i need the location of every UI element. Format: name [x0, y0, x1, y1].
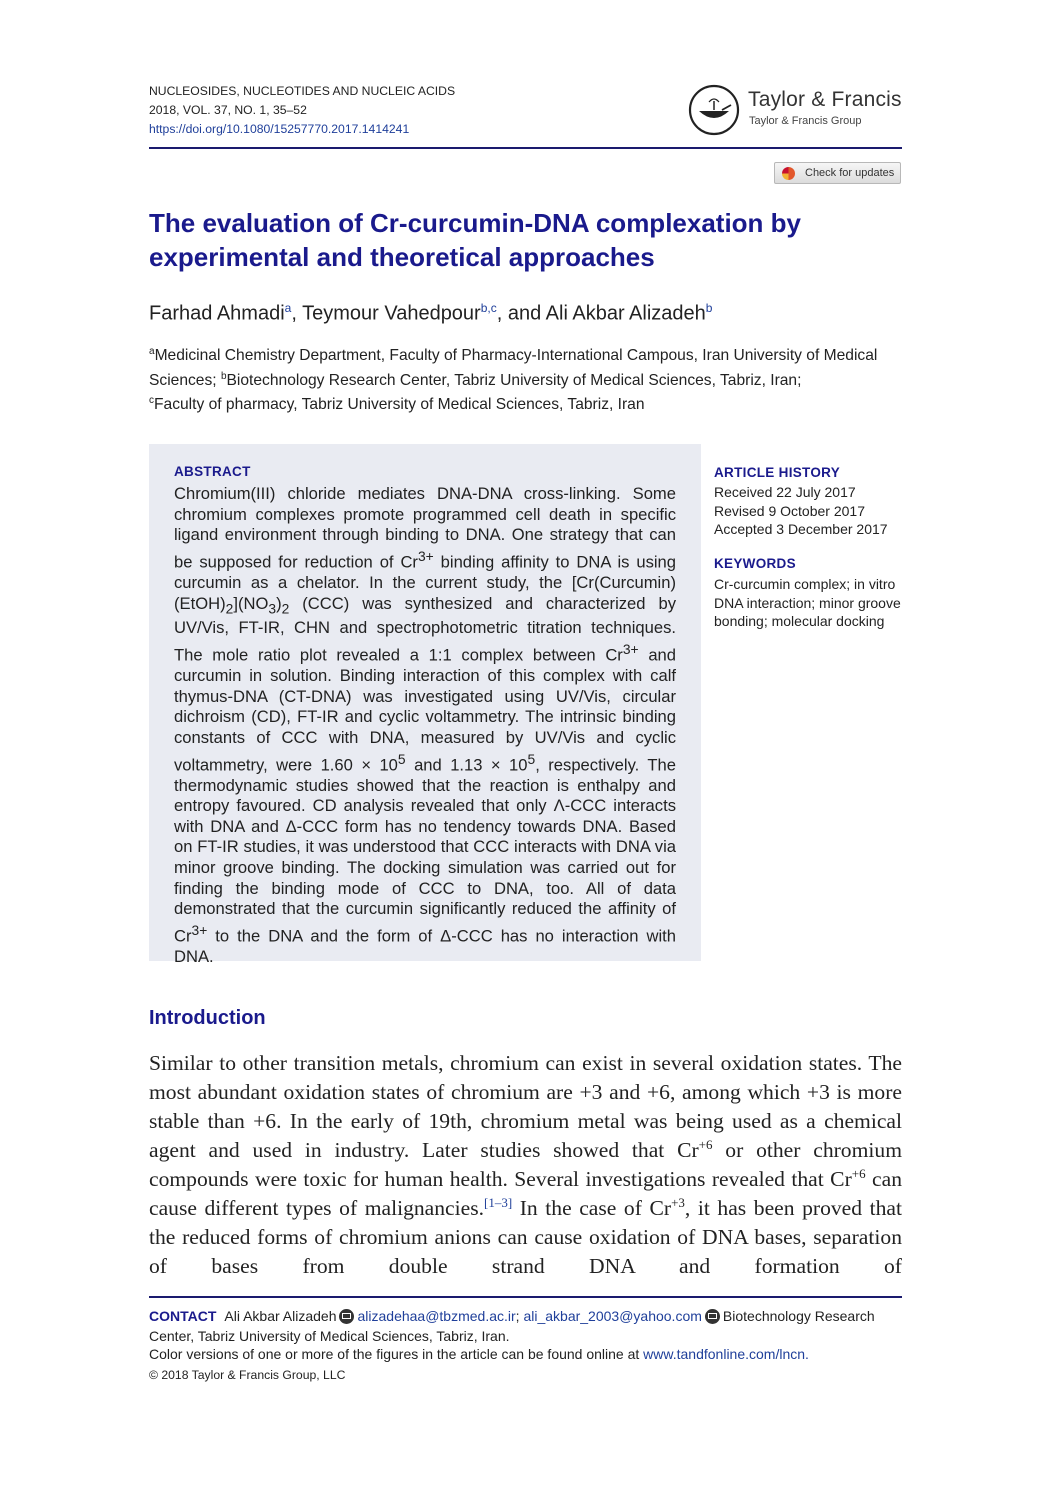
abstract-heading: ABSTRACT	[174, 464, 251, 479]
article-history-heading: ARTICLE HISTORY	[714, 465, 841, 480]
check-for-updates-label: Check for updates	[805, 167, 895, 179]
author-name: Farhad Ahmadi	[149, 302, 285, 325]
doi-link[interactable]: https://doi.org/10.1080/15257770.2017.1414241	[149, 122, 410, 136]
publisher-logo[interactable]	[688, 84, 903, 136]
abstract-text: Chromium(III) chloride mediates DNA-DNA cross-linking. Some chromium complexes promote programmed cell death in specific ligand environment through binding to DNA. One strategy that can be supposed for reduction of $Cr^{3+}$ binding affinity to DNA is using curcumin as a chelator. In the current study, the $[Cr(Curcumin)(EtOH)_2](NO_3)_2$ (CCC) was synthesized and characterized by UV/Vis, FT-IR, CHN and spectrophotometric titration techniques. The mole ratio plot revealed a 1:1 complex between $Cr^{3+}$ and curcumin in solution. Binding interaction of this complex with calf thymus-DNA (CT-DNA) was investigated using UV/Vis, circular dichroism (CD), FT-IR and cyclic voltammetry. The intrinsic binding constants of CCC with DNA, measured by UV/Vis and cyclic voltammetry, were $1.60 \times 10^5$ and $1.13 \times 10^5$, respectively. The thermodynamic studies showed that the reaction is enthalpy and entropy favoured. CD analysis revealed that only Λ-CCC interacts with DNA and Δ-CCC form has no tendency towards DNA. Based on FT-IR studies, it was understood that CCC interacts with DNA via minor groove binding. The docking simulation was carried out for finding the binding mode of CCC to DNA, too. All of data demonstrated that the curcumin significantly reduced the affinity of $Cr^{3+}$ to the DNA and the form of Δ-CCC has no interaction with DNA.	[174, 484, 677, 966]
contact-label: CONTACT	[149, 1308, 217, 1324]
affiliation: Medicinal Chemistry Department, Faculty of Pharmacy-International Campous, Iran University of Medical Sciences;	[149, 347, 878, 389]
journal-website-link[interactable]: www.tandfonline.com/lncn.	[643, 1346, 809, 1362]
author-affiliation-mark[interactable]: a	[284, 301, 292, 315]
received-date: Received 22 July 2017	[714, 484, 856, 500]
journal-header	[149, 82, 455, 139]
citation-link[interactable]: [1–3]	[484, 1194, 513, 1210]
keywords-text: Cr-curcumin complex; in vitro DNA interaction; minor groove bonding; molecular docking	[714, 576, 901, 629]
revised-date: Revised 9 October 2017	[714, 502, 865, 519]
affiliations: $^a$Medicinal Chemistry Department, Faculty of Pharmacy-International Campous, Iran University of Medical Sciences; $^b$Biotechnology Research Center, Tabriz University of Medical Sciences, Tabriz, Iran; $^c$Faculty of pharmacy, Tabriz University of Medical Sciences, Tabriz, Iran	[149, 346, 878, 414]
introduction-heading: Introduction	[149, 1007, 266, 1029]
keywords-heading: KEYWORDS	[714, 556, 796, 571]
publisher-lamp-icon	[688, 84, 740, 136]
introduction-text: Similar to other transition metals, chromium can exist in several oxidation states. The most abundant oxidation states of chromium are +3 and +6, among which +3 is more stable than +6. In the early of 19th, chromium metal was being used as a chemical agent and used in industry. Later studies showed that $Cr^{+6}$ or other chromium compounds were toxic for human health. Several investigations revealed that $Cr^{+6}$ can cause different types of malignancies.[1–3] In the case of $Cr^{+3}$, it has been proved that the reduced forms of chromium anions can cause oxidation of DNA bases, separation of bases from double strand DNA and formation of	[149, 1051, 902, 1278]
address-icon	[705, 1309, 720, 1324]
header-rule	[149, 147, 902, 149]
contact-info: CONTACT Ali Akbar Alizadeh alizadehaa@tbzmed.ac.ir; ali_akbar_2003@yahoo.com Biotechnology Research Center, Tabriz University of Medical Sciences, Tabriz, Iran.	[149, 1308, 875, 1344]
publisher-name: Taylor & Francis	[748, 88, 902, 111]
footer-rule	[149, 1296, 902, 1298]
contact-email-link[interactable]: ali_akbar_2003@yahoo.com	[523, 1308, 702, 1324]
author-list: Farhad Ahmadi$^a$, Teymour Vahedpour$^{b,c}$, and Ali Akbar Alizadeh$^b$	[149, 301, 713, 325]
affiliation: Faculty of pharmacy, Tabriz University of Medical Sciences, Tabriz, Iran	[154, 396, 645, 414]
article-title: The evaluation of Cr-curcumin-DNA complexation by experimental and theoretical approaches	[149, 208, 802, 272]
author-affiliation-mark[interactable]: b	[705, 301, 713, 315]
author-name: Ali Akbar Alizadeh	[545, 302, 706, 325]
color-note: Color versions of one or more of the figures in the article can be found online at www.tandfonline.com/lncn.	[149, 1346, 809, 1362]
journal-volume: 2018, VOL. 37, NO. 1, 35–52	[149, 103, 307, 117]
check-for-updates-button[interactable]	[774, 162, 901, 184]
article-history	[714, 483, 904, 539]
contact-email-link[interactable]: alizadehaa@tbzmed.ac.ir	[357, 1308, 516, 1324]
contact-address: Biotechnology Research Center, Tabriz University of Medical Sciences, Tabriz, Iran.	[149, 1308, 875, 1344]
copyright: © 2018 Taylor & Francis Group, LLC	[149, 1368, 346, 1382]
email-icon	[339, 1309, 354, 1324]
affiliation: Biotechnology Research Center, Tabriz University of Medical Sciences, Tabriz, Iran;	[226, 371, 802, 389]
crossmark-icon	[782, 167, 795, 180]
journal-name: NUCLEOSIDES, NUCLEOTIDES AND NUCLEIC ACIDS	[149, 84, 456, 98]
contact-name: Ali Akbar Alizadeh	[224, 1308, 337, 1324]
author-affiliation-mark[interactable]: b,c	[480, 301, 497, 315]
author-name: Teymour Vahedpour	[302, 302, 481, 325]
accepted-date: Accepted 3 December 2017	[714, 521, 888, 537]
publisher-group: Taylor & Francis Group	[749, 115, 862, 127]
